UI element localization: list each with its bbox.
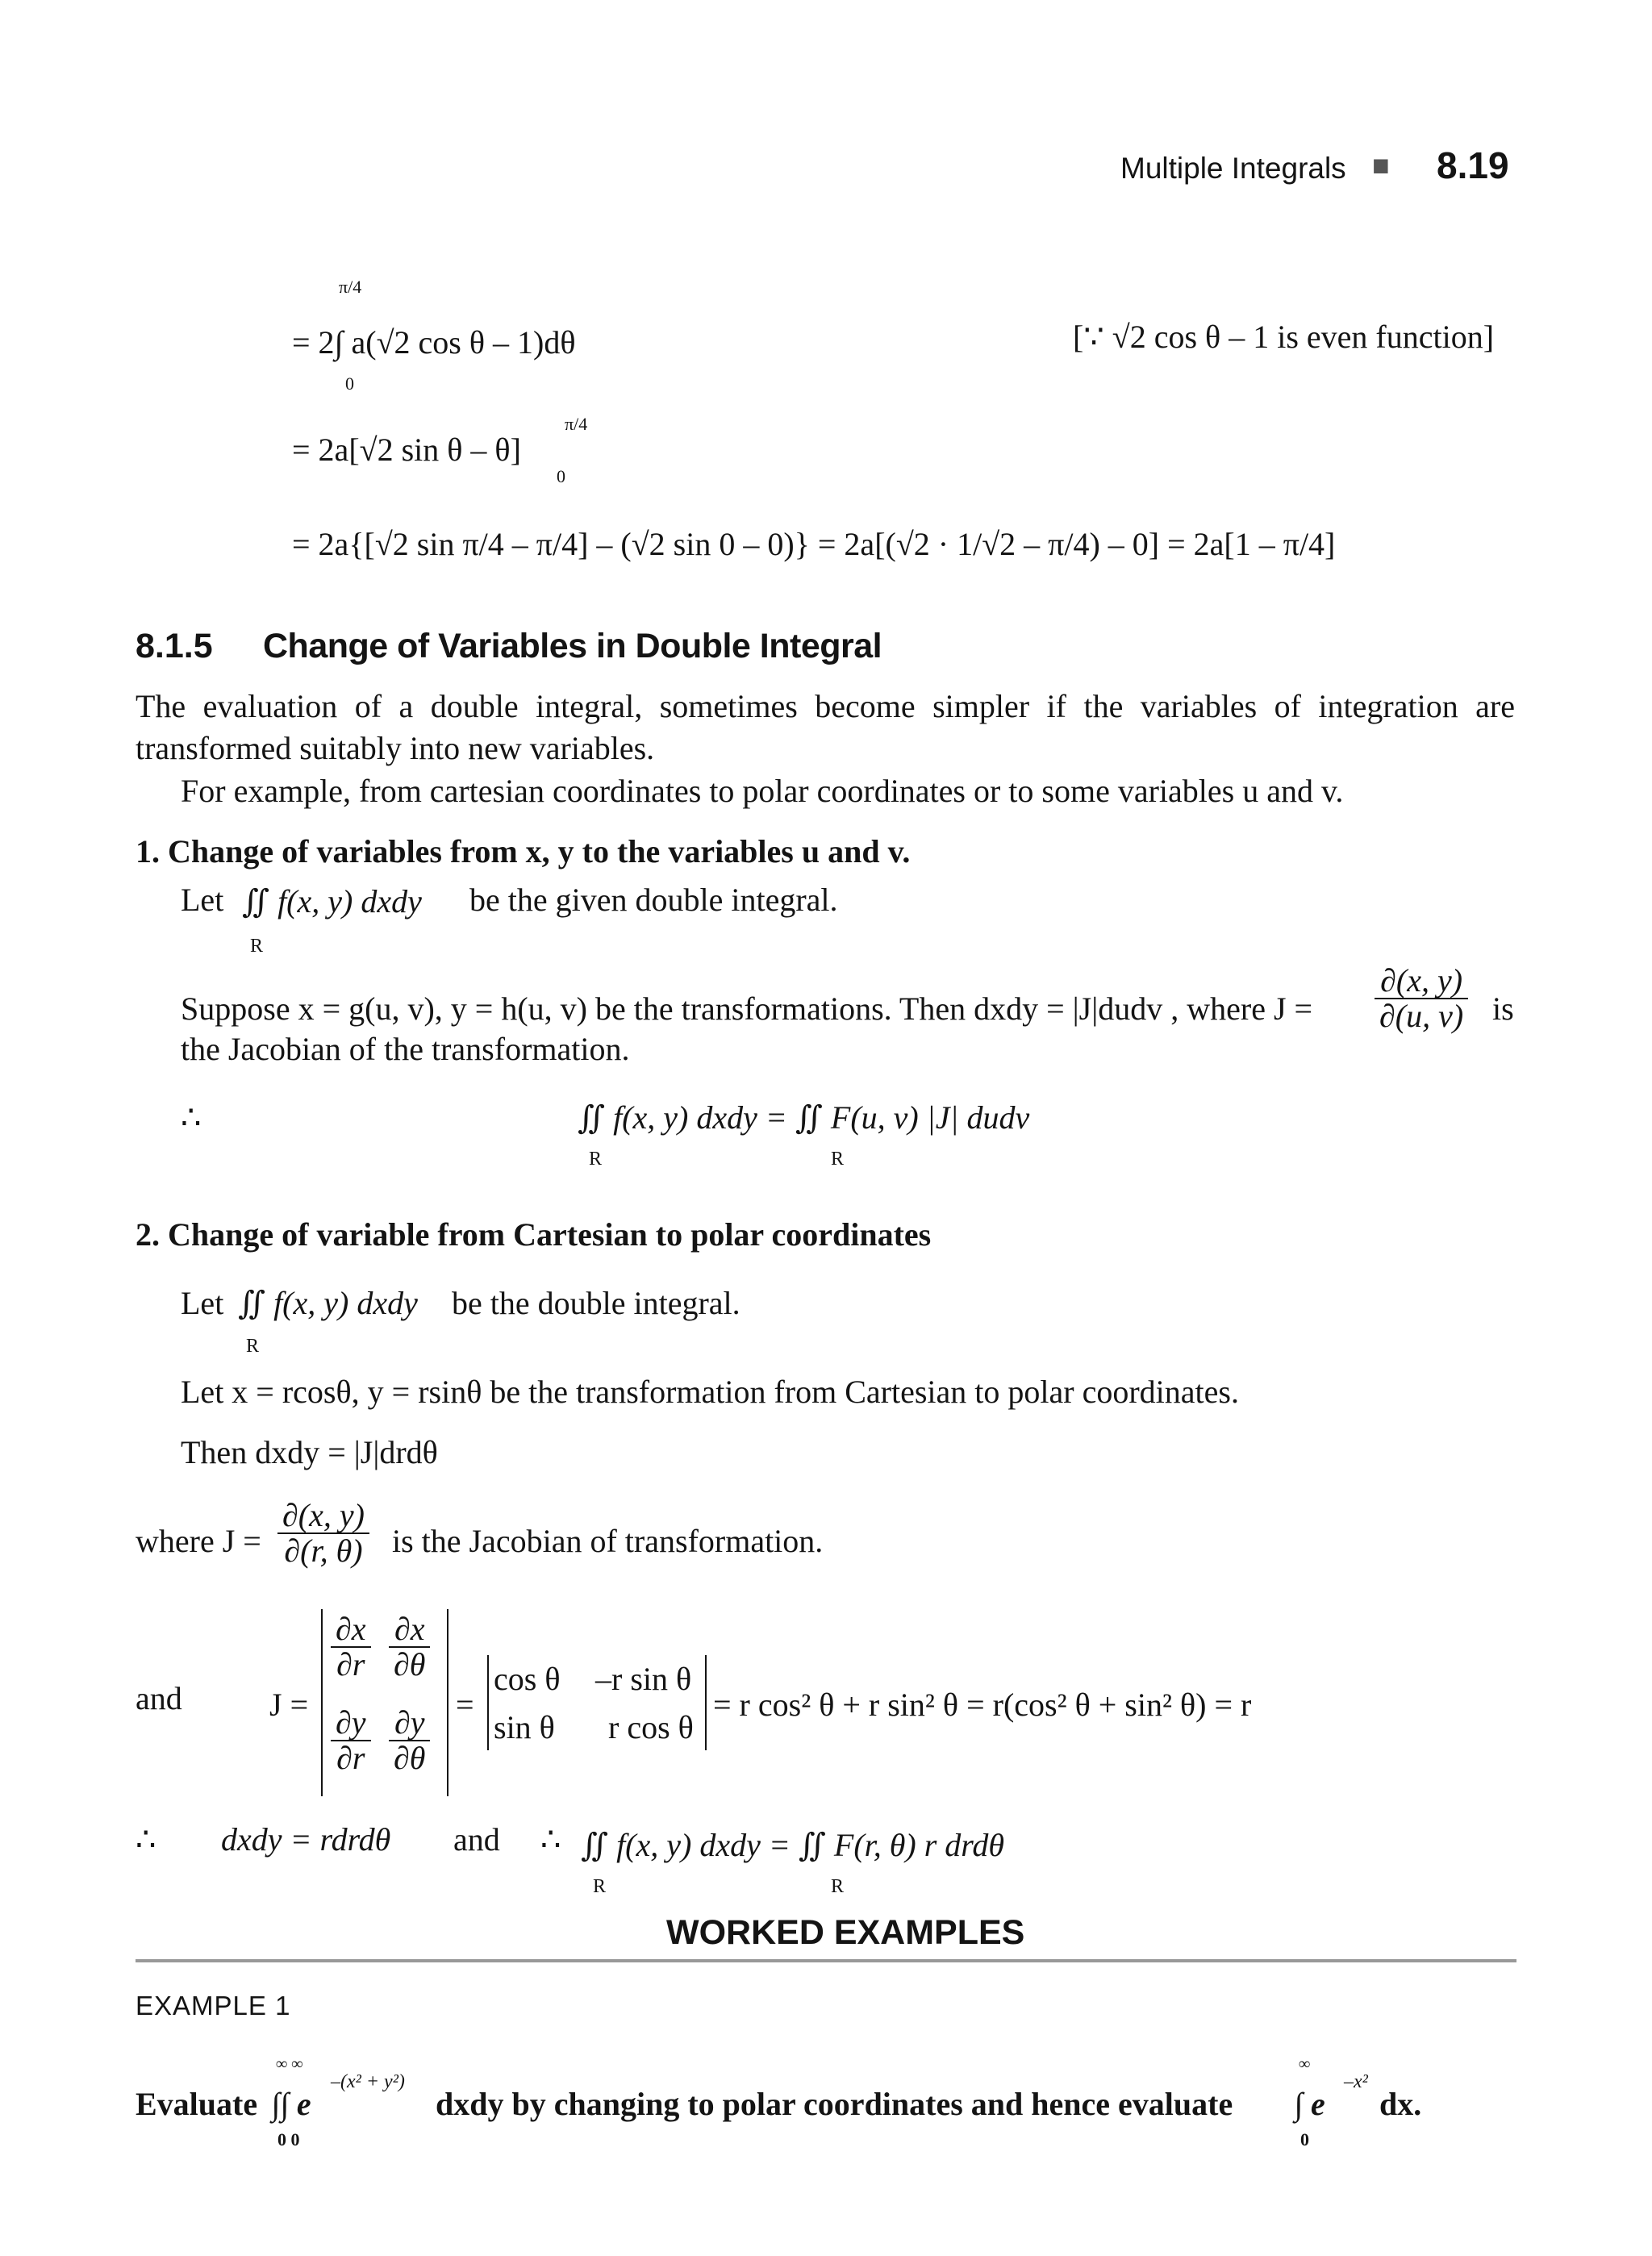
worked-heading: WORKED EXAMPLES [666,1913,1025,1952]
item2-region: R [246,1336,260,1357]
item2-J-eq: J = [269,1687,309,1723]
item1-jacobian-frac [1371,964,1471,1033]
item1-let: Let [181,882,224,918]
header-separator: ■ [1372,148,1390,181]
example-limit2-lower: 0 [1300,2129,1309,2150]
final-therefore: ∴ [136,1821,156,1858]
final-region-left: R [593,1876,607,1897]
item1-integral: ∬ f(x, y) dxdy [242,883,422,919]
item1-result: ∬ f(x, y) dxdy = ∬ F(u, v) |J| dudv [578,1099,1030,1136]
item1-heading: 1. Change of variables from x, y to the variables u and v. [136,833,911,869]
det-dtheta-1: ∂θ [394,1646,426,1683]
example-limit2-upper: ∞ [1299,2055,1311,2073]
derivation-line1: = 2∫ a(√2 cos θ – 1)dθ [292,324,576,361]
det2-a12: –r sin θ [595,1661,692,1697]
derivation-line3: = 2a{[√2 sin π/4 – π/4] – (√2 sin 0 – 0)} = 2a[(√2 · 1/√2 – π/4) – 0] = 2a[1 – π/4] [292,526,1336,562]
example-limits-lower: 0 0 [277,2129,300,2150]
det-equals: = [456,1687,474,1723]
example-label: EXAMPLE 1 [136,1991,291,2020]
det-dx-1: ∂x [331,1612,371,1648]
det-dy-1: ∂y [331,1706,371,1741]
item1-region-right: R [831,1149,845,1170]
det2-a21: sin θ [494,1709,555,1745]
final-therefore2: ∴ [540,1821,561,1858]
det2-a22: r cos θ [608,1709,694,1745]
item1-suppose: Suppose x = g(u, v), y = h(u, v) be the transformations. Then dxdy = |J|dudv , where J = [181,990,1313,1027]
item2-jac-tail: is the Jacobian of transformation. [392,1523,824,1559]
item2-and: and [136,1680,182,1716]
final-and: and [453,1821,500,1858]
determinant-trig [487,1655,707,1750]
example-integral2: ∫ e [1294,2086,1325,2122]
item2-transform: Let x = rcosθ, y = rsinθ be the transformation from Cartesian to polar coordinates. [181,1374,1239,1410]
example-integral: ∫∫ e [271,2086,311,2122]
item2-let-tail: be the double integral. [452,1285,740,1321]
section-number: 8.1.5 [136,627,213,665]
example-mid: dxdy by changing to polar coordinates and hence evaluate [436,2086,1233,2122]
worked-rule [136,1959,1516,1962]
item2-jac-num: ∂(x, y) [277,1499,369,1534]
det-dx-2: ∂x [389,1612,430,1648]
example-limits-upper: ∞ ∞ [276,2055,303,2073]
example-exponent2: –x² [1344,2071,1368,2092]
derivation-line2-lower: 0 [557,466,565,486]
running-title: Multiple Integrals [1120,152,1346,185]
item2-jac-den: ∂(r, θ) [284,1532,363,1569]
item1-region: R [250,936,264,957]
det-dy-2: ∂y [389,1706,430,1741]
item2-jac-frac [274,1499,373,1568]
section-title: Change of Variables in Double Integral [263,627,882,665]
item1-jacobian-tail: the Jacobian of the transformation. [181,1031,630,1067]
item1-let-tail: be the given double integral. [469,882,838,918]
final-dxdy: dxdy = rdrdθ [221,1821,391,1858]
final-region-right: R [831,1876,845,1897]
page-number: 8.19 [1437,144,1509,186]
item1-is: is [1492,990,1514,1027]
example-exponent: –(x² + y²) [331,2071,405,2092]
final-integral: ∬ f(x, y) dxdy = ∬ F(r, θ) r drdθ [581,1827,1005,1863]
item2-integral: ∬ f(x, y) dxdy [238,1285,418,1321]
item1-therefore: ∴ [181,1099,202,1136]
section-intro2: For example, from cartesian coordinates to polar coordinates or to some variables u and v. [181,773,1344,809]
derivation-line1-note: [∵ √2 cos θ – 1 is even function] [1073,319,1495,355]
det-dr-2: ∂r [336,1740,365,1776]
derivation-line2-upper: π/4 [565,414,588,434]
section-intro: The evaluation of a double integral, sometimes become simpler if the variables of integration are transformed suitably into new variables. [136,688,1515,766]
item2-heading: 2. Change of variable from Cartesian to polar coordinates [136,1216,932,1253]
item1-region-left: R [589,1149,603,1170]
det-result: = r cos² θ + r sin² θ = r(cos² θ + sin² θ) = r [713,1687,1252,1723]
example-pre: Evaluate [136,2086,258,2122]
det-dtheta-2: ∂θ [394,1740,426,1776]
det2-a11: cos θ [494,1661,561,1697]
det-dr-1: ∂r [336,1646,365,1683]
item2-let: Let [181,1285,224,1321]
derivation-line2: = 2a[√2 sin θ – θ] [292,432,521,468]
example-end: dx. [1379,2086,1422,2122]
determinant-partials [321,1609,448,1796]
item1-jacobian-den: ∂(u, v) [1379,998,1464,1034]
derivation-line1-upper: π/4 [339,277,362,297]
item2-where: where J = [136,1523,261,1559]
item2-then: Then dxdy = |J|drdθ [181,1434,438,1470]
item1-jacobian-num: ∂(x, y) [1375,964,1468,999]
derivation-line1-lower: 0 [345,373,354,394]
